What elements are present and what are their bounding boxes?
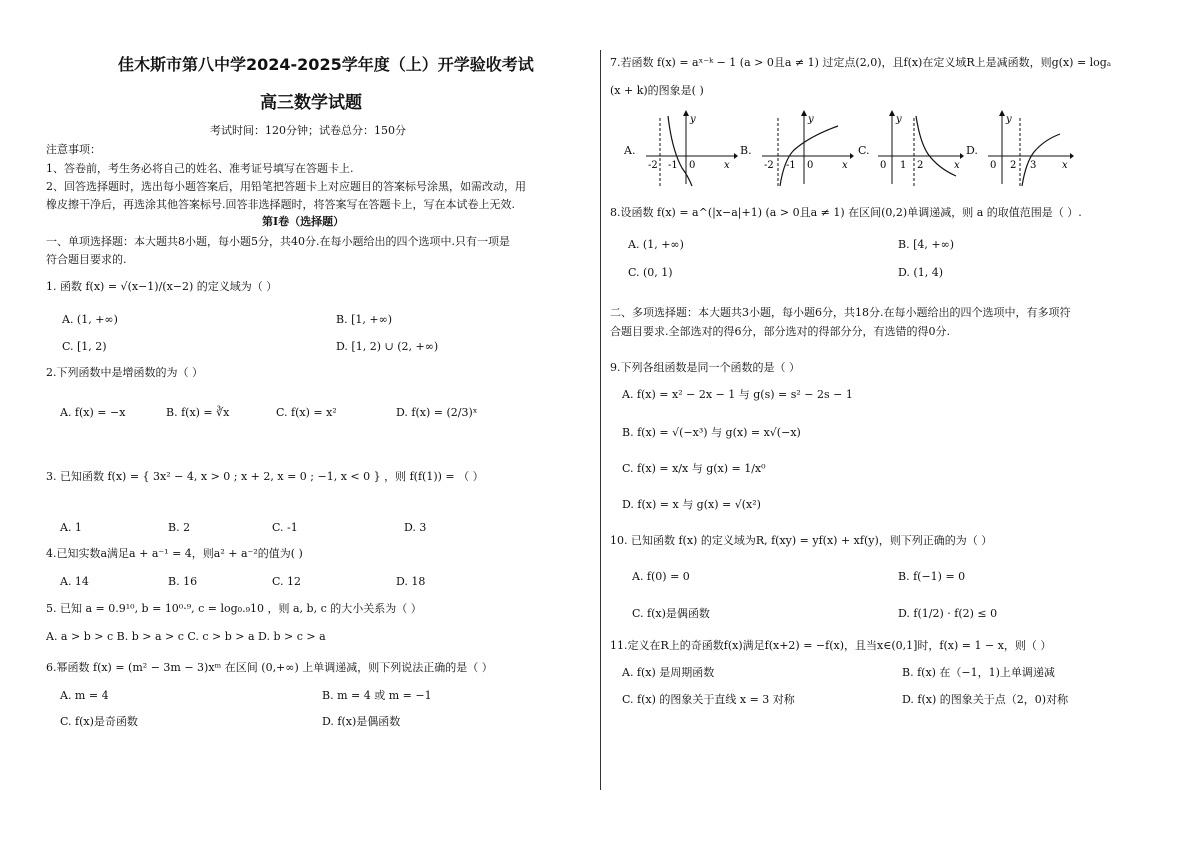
part1-heading: 第Ⅰ卷（选择题）: [262, 215, 345, 228]
notes-heading: 注意事项：: [46, 143, 101, 156]
q9-option-c: C. f(x) = x/x 与 g(x) = 1/x⁰: [622, 462, 766, 475]
svg-text:0: 0: [689, 160, 696, 171]
q4-option-a: A. 14: [60, 575, 89, 588]
q7-label-c: C.: [858, 144, 870, 157]
q2-option-a: A. f(x) = −x: [60, 406, 126, 419]
svg-text:y: y: [690, 114, 696, 125]
svg-text:-1: -1: [668, 160, 678, 171]
q8-option-d: D. (1, 4): [898, 266, 943, 279]
q6-option-a: A. m = 4: [60, 689, 109, 702]
svg-text:0: 0: [990, 160, 997, 171]
q8-option-c: C. (0, 1): [628, 266, 673, 279]
q2-option-c: C. f(x) = x²: [276, 406, 337, 419]
q7-stem-line2: (x + k)的图象是( ): [610, 84, 704, 97]
q6-stem: 6.幂函数 f(x) = (m² − 3m − 3)xᵐ 在区间 (0,+∞) 上单调递减，则下列说法正确的是（ ）: [46, 661, 493, 674]
svg-text:x: x: [954, 160, 960, 171]
q10-stem: 10. 已知函数 f(x) 的定义域为R, f(xy) = yf(x) + xf(y)，则下列正确的为（ ）: [610, 534, 993, 547]
q5-stem: 5. 已知 a = 0.9¹⁰, b = 10⁰·⁹, c = log₀.₉10 ，则 a, b, c 的大小关系为（ ）: [46, 602, 422, 615]
q6-option-c: C. f(x)是奇函数: [60, 715, 138, 728]
note-2b: 橡皮擦干净后，再选涂其他答案标号.回答非选择题时，将答案写在答题卡上，写在本试卷上无效.: [46, 198, 515, 211]
q4-option-c: C. 12: [272, 575, 302, 588]
q7-graph-a: [642, 110, 738, 188]
svg-text:3: 3: [1030, 160, 1037, 171]
exam-info: 考试时间：120分钟；试卷总分：150分: [210, 124, 406, 137]
svg-text:y: y: [1006, 114, 1012, 125]
q9-option-a: A. f(x) = x² − 2x − 1 与 g(s) = s² − 2s − 1: [622, 388, 853, 401]
svg-text:1: 1: [900, 160, 907, 171]
q2-option-d: D. f(x) = (2/3)ˣ: [396, 406, 478, 419]
q10-option-c: C. f(x)是偶函数: [632, 607, 710, 620]
q8-option-a: A. (1, +∞): [628, 238, 684, 251]
q4-option-d: D. 18: [396, 575, 426, 588]
svg-text:y: y: [808, 114, 814, 125]
svg-text:2: 2: [1010, 160, 1017, 171]
q1-option-b: B. [1, +∞): [336, 313, 393, 326]
svg-text:0: 0: [880, 160, 887, 171]
section1-line1: 一、单项选择题：本大题共8小题，每小题5分，共40分.在每小题给出的四个选项中.只有一项是: [46, 235, 510, 248]
q9-stem: 9.下列各组函数是同一个函数的是（ ）: [610, 361, 800, 374]
q11-option-c: C. f(x) 的图象关于直线 x = 3 对称: [622, 693, 795, 706]
q1-stem: 1. 函数 f(x) = √(x−1)/(x−2) 的定义域为（ ）: [46, 280, 278, 293]
section2-line2: 合题目要求.全部选对的得6分，部分选对的得部分分，有选错的得0分.: [610, 325, 950, 338]
section1-line2: 符合题目要求的.: [46, 253, 127, 266]
q11-option-d: D. f(x) 的图象关于点（2，0)对称: [902, 693, 1069, 706]
svg-text:2: 2: [917, 160, 924, 171]
q1-option-c: C. [1, 2): [62, 340, 107, 353]
q7-graph-c: [876, 110, 966, 188]
q9-option-d: D. f(x) = x 与 g(x) = √(x²): [622, 498, 761, 511]
q3-option-a: A. 1: [60, 521, 82, 534]
q3-option-d: D. 3: [404, 521, 427, 534]
q10-option-a: A. f(0) = 0: [632, 570, 690, 583]
q7-graph-b: [758, 110, 854, 188]
subject-title: 高三数学试题: [260, 93, 362, 113]
q2-stem: 2.下列函数中是增函数的为（ ）: [46, 366, 203, 379]
q3-option-c: C. -1: [272, 521, 298, 534]
q7-label-b: B.: [740, 144, 752, 157]
q11-stem: 11.定义在R上的奇函数f(x)满足f(x+2) = −f(x)，且当x∈(0,1]时，f(x) = 1 − x，则（ ）: [610, 639, 1052, 652]
q6-option-b: B. m = 4 或 m = −1: [322, 689, 432, 702]
note-1: 1、答卷前，考生务必将自己的姓名、准考证号填写在答题卡上.: [46, 162, 354, 175]
q8-stem: 8.设函数 f(x) = a^(|x−a|+1) (a > 0且a ≠ 1) 在区间(0,2)单调递减，则 a 的取值范围是（ ）.: [610, 206, 1082, 219]
q10-option-b: B. f(−1) = 0: [898, 570, 966, 583]
q7-graph-d: [986, 110, 1076, 188]
svg-text:0: 0: [807, 160, 814, 171]
q7-label-d: D.: [966, 144, 978, 157]
q7-stem-line1: 7.若函数 f(x) = aˣ⁻ᵏ − 1 (a > 0且a ≠ 1) 过定点(2,0)，且f(x)在定义域R上是减函数，则g(x) = logₐ: [610, 56, 1112, 69]
column-divider: [600, 50, 601, 790]
school-title: 佳木斯市第八中学2024-2025学年度（上）开学验收考试: [118, 55, 534, 74]
q3-option-b: B. 2: [168, 521, 191, 534]
q11-option-b: B. f(x) 在（−1，1)上单调递减: [902, 666, 1055, 679]
q2-option-b: B. f(x) = ∛x: [166, 406, 230, 419]
svg-text:-2: -2: [764, 160, 774, 171]
q4-stem: 4.已知实数a满足a + a⁻¹ = 4，则a² + a⁻²的值为( ): [46, 547, 303, 560]
q6-option-d: D. f(x)是偶函数: [322, 715, 401, 728]
svg-text:-2: -2: [648, 160, 658, 171]
q7-label-a: A.: [624, 144, 636, 157]
q11-option-a: A. f(x) 是周期函数: [622, 666, 715, 679]
q5-options: A. a > b > c B. b > a > c C. c > b > a D. b > c > a: [46, 630, 326, 643]
q4-option-b: B. 16: [168, 575, 198, 588]
q8-option-b: B. [4, +∞): [898, 238, 955, 251]
svg-text:x: x: [842, 160, 848, 171]
q9-option-b: B. f(x) = √(−x³) 与 g(x) = x√(−x): [622, 426, 801, 439]
note-2a: 2、回答选择题时，选出每小题答案后，用铅笔把答题卡上对应题目的答案标号涂黑，如需改动，用: [46, 180, 526, 193]
svg-text:-1: -1: [786, 160, 796, 171]
svg-text:y: y: [896, 114, 902, 125]
svg-text:x: x: [1062, 160, 1068, 171]
q3-stem: 3. 已知函数 f(x) = { 3x² − 4, x > 0 ; x + 2, x = 0 ; −1, x < 0 } ，则 f(f(1)) = （ ）: [46, 470, 484, 483]
q1-option-a: A. (1, +∞): [62, 313, 118, 326]
svg-text:x: x: [724, 160, 730, 171]
q1-option-d: D. [1, 2) ∪ (2, +∞): [336, 340, 439, 353]
q10-option-d: D. f(1/2) · f(2) ≤ 0: [898, 607, 998, 620]
section2-line1: 二、多项选择题：本大题共3小题，每小题6分，共18分.在每小题给出的四个选项中，有多项符: [610, 306, 1071, 319]
